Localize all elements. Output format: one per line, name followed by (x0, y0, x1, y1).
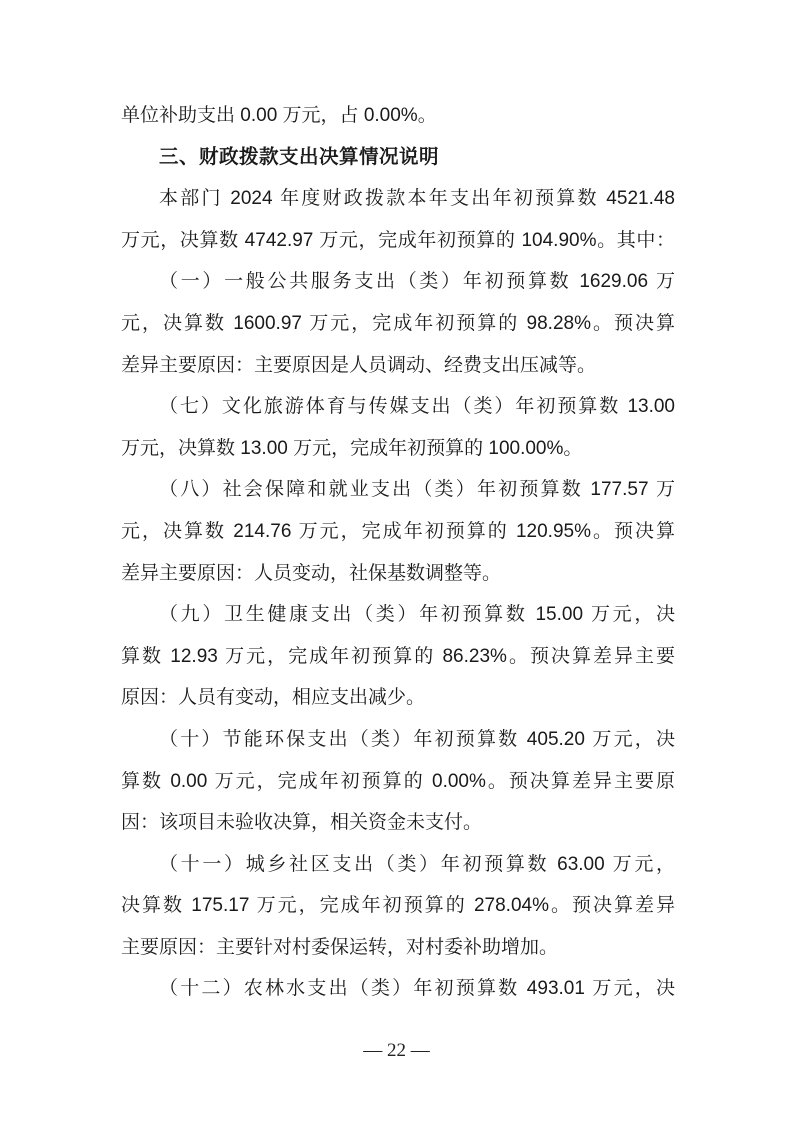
section-heading (121, 137, 675, 179)
paragraph-continuation (121, 95, 675, 137)
text-line: 单位补助支出 0.00 万元，占 0.00%。 (121, 105, 437, 126)
text-line: 本部门 2024 年度财政拨款本年支出年初预算数 4521.48 (159, 188, 675, 210)
text-line: 万元，决算数 13.00 万元，完成年初预算的 100.00%。 (121, 437, 583, 459)
paragraph-item-11 (121, 844, 675, 969)
section-heading-text: 三、财政拨款支出决算情况说明 (159, 145, 440, 168)
text-line: 决算数 175.17 万元，完成年初预算的 278.04%。预决算差异 (121, 895, 675, 917)
paragraph-item-9 (121, 594, 675, 719)
paragraph-item-7 (121, 386, 675, 469)
text-line: 元，决算数 214.76 万元，完成年初预算的 120.95%。预决算 (121, 520, 675, 542)
text-line: （十二）农林水支出（类）年初预算数 493.01 万元，决 (159, 978, 675, 1000)
text-line: （七）文化旅游体育与传媒支出（类）年初预算数 13.00 (159, 396, 675, 418)
text-line: 元，决算数 1600.97 万元，完成年初预算的 98.28%。预决算 (121, 312, 675, 334)
text-line: 原因：人员有变动，相应支出减少。 (121, 687, 426, 709)
text-line: （八）社会保障和就业支出（类）年初预算数 177.57 万 (159, 479, 675, 501)
text-line: （十一）城乡社区支出（类）年初预算数 63.00 万元， (159, 853, 675, 875)
paragraph-item-1 (121, 261, 675, 386)
paragraph-item-12 (121, 968, 675, 1010)
text-line: 算数 12.93 万元，完成年初预算的 86.23%。预决算差异主要 (121, 645, 675, 667)
text-line: 差异主要原因：人员变动，社保基数调整等。 (121, 562, 502, 584)
paragraph-item-8 (121, 469, 675, 594)
page-content (121, 95, 675, 1010)
text-line: （一）一般公共服务支出（类）年初预算数 1629.06 万 (159, 271, 675, 293)
page-number: — 22 — (363, 1040, 430, 1061)
paragraph-total (121, 178, 675, 261)
paragraph-item-10 (121, 719, 675, 844)
text-line: （九）卫生健康支出（类）年初预算数 15.00 万元，决 (159, 604, 675, 626)
text-line: （十）节能环保支出（类）年初预算数 405.20 万元，决 (159, 728, 675, 750)
text-line: 万元，决算数 4742.97 万元，完成年初预算的 104.90%。其中： (121, 229, 675, 251)
text-line: 主要原因：主要针对村委保运转，对村委补助增加。 (121, 936, 559, 958)
text-line: 差异主要原因：主要原因是人员调动、经费支出压减等。 (121, 354, 597, 376)
text-line: 算数 0.00 万元，完成年初预算的 0.00%。预决算差异主要原 (121, 770, 675, 792)
text-line: 因：该项目未验收决算，相关资金未支付。 (121, 812, 483, 834)
